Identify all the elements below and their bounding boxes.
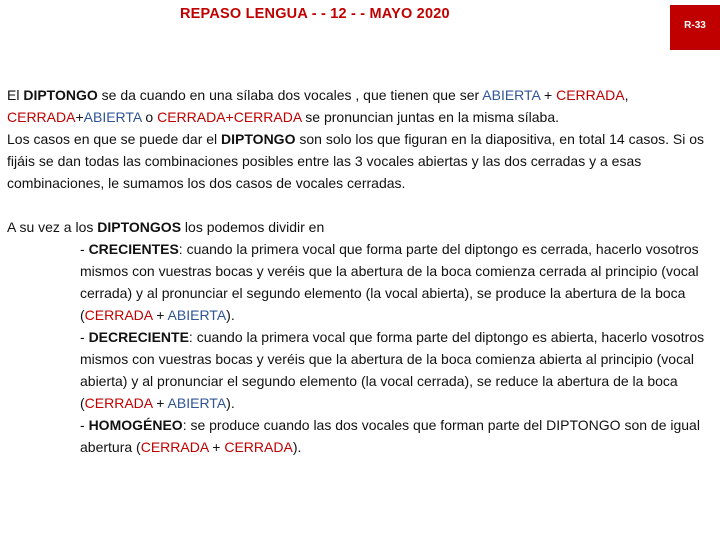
text: ). <box>226 395 235 411</box>
text: + <box>152 307 168 323</box>
intro-paragraph <box>7 84 712 128</box>
text: ). <box>226 307 235 323</box>
text: se pronuncian juntas en la misma sílaba. <box>301 109 559 125</box>
text: - <box>80 417 89 433</box>
slide-number-label: R-33 <box>684 20 706 31</box>
term-homogeneo: HOMOGÉNEO <box>88 417 183 433</box>
term-cerrada-cerrada: CERRADA+CERRADA <box>157 109 302 125</box>
type-decreciente <box>80 326 712 414</box>
text: + <box>208 439 225 455</box>
term-crecientes: CRECIENTES <box>88 241 179 257</box>
text: + <box>75 109 84 125</box>
term-abierta: ABIERTA <box>83 109 142 125</box>
text: : cuando la primera vocal que forma parte del diptongo es abierta, hacerlo vosotros mismos con vuestras bocas y veréis que la abertura de la boca comienza abierta al principio (vocal abierta) y al pronunciar el segundo elemento (la vocal cerrada), se reduce la abertura de la boca ( <box>80 329 705 411</box>
term-abierta: ABIERTA <box>167 395 227 411</box>
term-cerrada: CERRADA <box>7 109 76 125</box>
text: : cuando la primera vocal que forma parte del diptongo es cerrada, hacerlo vosotros mismos con vuestras bocas y veréis que la abertura de la boca comienza cerrada al principio (vocal cerrada) y al pronunciar el segundo elemento (la vocal abierta), se produce la abertura de la boca ( <box>80 241 699 323</box>
term-cerrada: CERRADA <box>84 395 153 411</box>
type-homogeneo <box>80 414 712 458</box>
type-crecientes <box>80 238 712 326</box>
text: + <box>152 395 168 411</box>
cases-paragraph <box>7 128 712 194</box>
term-cerrada: CERRADA <box>224 439 293 455</box>
term-decreciente: DECRECIENTE <box>88 329 189 345</box>
term-diptongos: DIPTONGOS <box>97 219 182 235</box>
page-title: REPASO LENGUA - - 12 - - MAYO 2020 <box>180 6 450 22</box>
text: A su vez a los <box>7 219 98 235</box>
text: son solo los que figuran en la diapositiva, en total 14 casos. Si os fijáis se dan todas las combinaciones posibles entre las 3 vocales abiertas y las dos cerradas y a esas combinaciones, le sumamos los dos casos de vocales cerradas. <box>7 131 705 191</box>
text: : se produce cuando las dos vocales que forman parte del DIPTONGO son de igual abertura ( <box>80 417 700 455</box>
text: - <box>80 241 89 257</box>
term-abierta: ABIERTA <box>167 307 227 323</box>
term-diptongo: DIPTONGO <box>221 131 296 147</box>
text: + <box>540 87 557 103</box>
slide-number-badge <box>670 5 720 50</box>
text: - <box>80 329 89 345</box>
text: El <box>7 87 24 103</box>
lesson-body <box>7 84 712 458</box>
text: Los casos en que se puede dar el <box>7 131 222 147</box>
term-abierta: ABIERTA <box>482 87 541 103</box>
term-cerrada: CERRADA <box>556 87 625 103</box>
text: los podemos dividir en <box>181 219 325 235</box>
term-cerrada: CERRADA <box>140 439 209 455</box>
text: o <box>141 109 158 125</box>
term-cerrada: CERRADA <box>84 307 153 323</box>
spacer <box>7 194 712 216</box>
term-diptongo: DIPTONGO <box>23 87 98 103</box>
text: , <box>624 87 629 103</box>
text: se da cuando en una sílaba dos vocales , que tienen que ser <box>97 87 483 103</box>
types-lead <box>7 216 712 238</box>
text: ). <box>292 439 302 455</box>
